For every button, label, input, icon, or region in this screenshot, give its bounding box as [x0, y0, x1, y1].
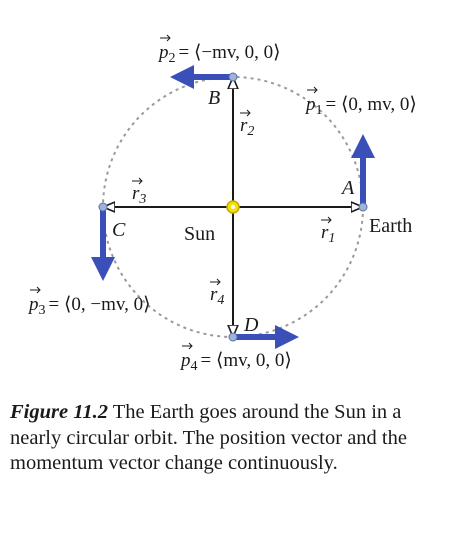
position-label-r4 — [210, 279, 224, 308]
figure-caption — [10, 400, 452, 477]
point-b-dot — [229, 73, 237, 81]
svg-text:p2= ⟨−mv, 0, 0⟩: $p_2$ = ⟨−mv, 0, 0⟩ — [159, 42, 281, 66]
point-a-label: A — [342, 177, 355, 199]
svg-text:r1: $r_1$ — [321, 222, 336, 246]
svg-text:p1= ⟨0, mv, 0⟩: $p_1$ = ⟨0, mv, 0⟩ — [306, 94, 417, 118]
earth-label: Earth — [369, 215, 413, 237]
momentum-label-p1 — [304, 87, 417, 118]
svg-text:r4: $r_4$ — [210, 284, 225, 308]
caption-text: The Earth goes around the Sun in a nearly circular orbit. The position vector and the momentum vector change continuously. — [10, 401, 407, 474]
sun-core — [231, 205, 235, 209]
figure-number: Figure 11.2 — [10, 401, 108, 423]
position-label-r2 — [240, 110, 254, 139]
svg-text:r3: $r_3$ — [132, 183, 147, 207]
momentum-label-p4 — [179, 343, 292, 374]
svg-text:r2: $r_2$ — [240, 115, 255, 139]
point-d-label: D — [244, 314, 259, 336]
point-c-label: C — [112, 219, 126, 241]
point-a-dot — [359, 203, 367, 211]
vector-accent-icon — [307, 87, 317, 93]
momentum-label-p3 — [27, 287, 151, 318]
point-d-dot — [229, 333, 237, 341]
sun-label: Sun — [184, 223, 216, 245]
position-label-r1 — [321, 217, 335, 246]
point-c-dot — [99, 203, 107, 211]
vector-accent-icon — [160, 35, 170, 41]
momentum-label-p2 — [157, 35, 281, 66]
svg-text:p3= ⟨0, −mv, 0⟩: $p_3$ = ⟨0, −mv, 0⟩ — [29, 294, 151, 318]
vector-accent-icon — [30, 287, 40, 293]
svg-text:p4= ⟨mv, 0, 0⟩: $p_4$ = ⟨mv, 0, 0⟩ — [181, 350, 292, 374]
point-b-label: B — [208, 87, 221, 109]
position-label-r3 — [132, 178, 146, 207]
vector-accent-icon — [182, 343, 192, 349]
